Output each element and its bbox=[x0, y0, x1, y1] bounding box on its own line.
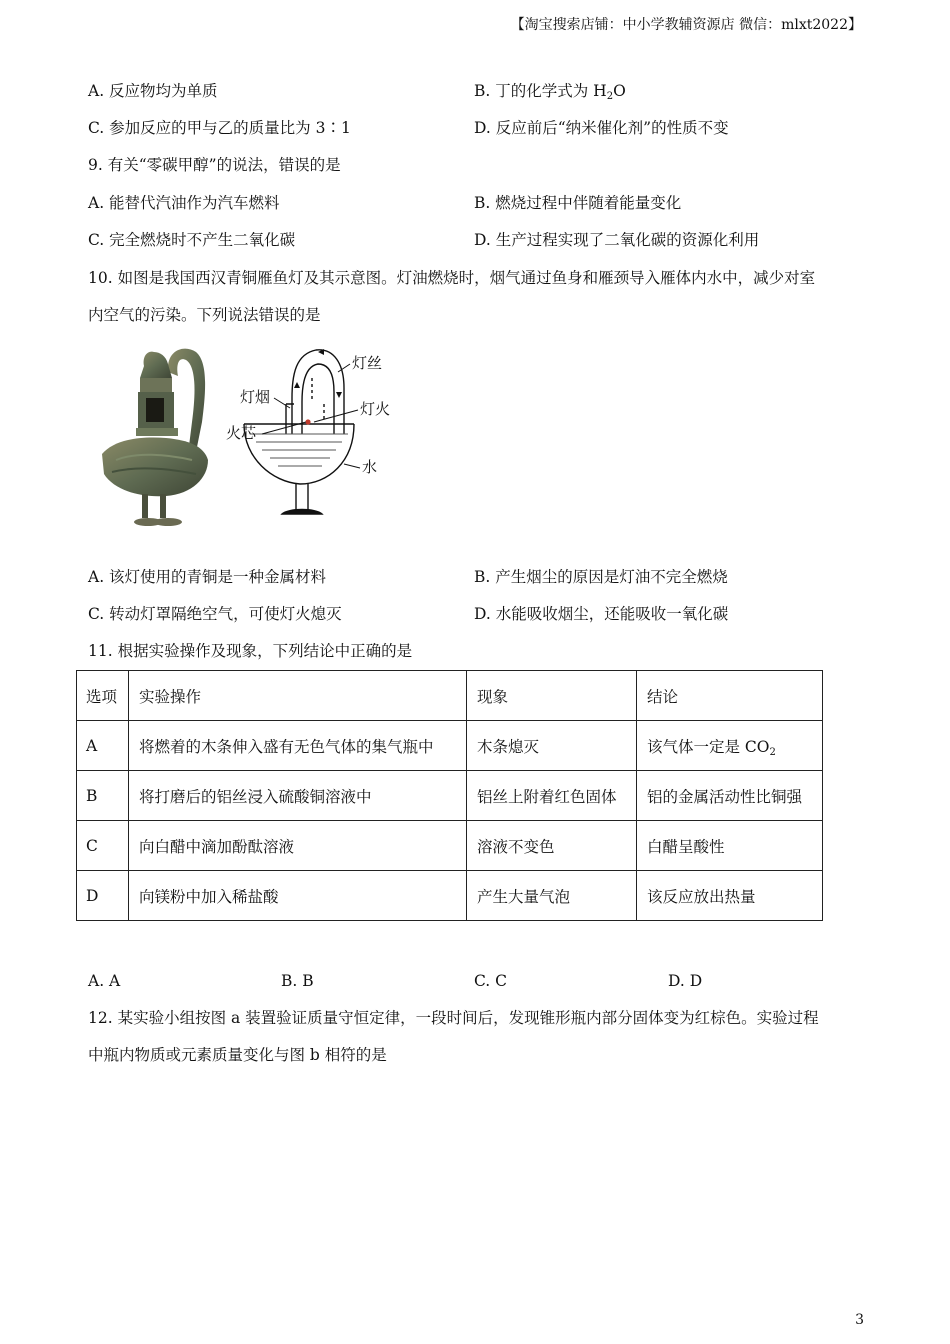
q11-stem: 11. 根据实验操作及现象，下列结论中正确的是 bbox=[88, 642, 413, 660]
q10-option-b: B. 产生烟尘的原因是灯油不完全燃烧 bbox=[474, 568, 728, 586]
table-cell: 溶液不变色 bbox=[467, 821, 637, 871]
table-row bbox=[77, 821, 823, 871]
q8-option-b: B. 丁的化学式为 $H_2O$ bbox=[474, 82, 626, 102]
q11-option-b: B. B bbox=[281, 972, 314, 990]
label-wick-thread: 灯丝 bbox=[352, 354, 383, 372]
q8-option-c: C. 参加反应的甲与乙的质量比为 3∶1 bbox=[88, 119, 351, 137]
table-cell: C bbox=[77, 821, 129, 871]
q9-option-c: C. 完全燃烧时不产生二氧化碳 bbox=[88, 231, 296, 249]
q9-option-a: A. 能替代汽油作为汽车燃料 bbox=[88, 194, 280, 212]
q8-option-a: A. 反应物均为单质 bbox=[88, 82, 218, 100]
label-water: 水 bbox=[362, 458, 378, 476]
q11-option-c: C. C bbox=[474, 972, 508, 990]
page-header: 【淘宝搜索店铺：中小学教辅资源店 微信：mlxt2022】 bbox=[510, 17, 862, 33]
q12-stem-line1: 12. 某实验小组按图 a 装置验证质量守恒定律，一段时间后，发现锥形瓶内部分固体变为红棕色。实验过程 bbox=[88, 1009, 819, 1027]
table-cell: 白醋呈酸性 bbox=[637, 821, 823, 871]
q10-stem-line1: 10. 如图是我国西汉青铜雁鱼灯及其示意图。灯油燃烧时，烟气通过鱼身和雁颈导入雁体内水中，减少对室 bbox=[88, 269, 816, 287]
table-header-cell: 结论 bbox=[637, 671, 823, 721]
q11-table bbox=[76, 670, 823, 921]
q10-stem-line2: 内空气的污染。下列说法错误的是 bbox=[88, 306, 321, 324]
table-cell: 该气体一定是 $CO_2$ bbox=[637, 721, 823, 771]
table-row bbox=[77, 771, 823, 821]
table-cell: B bbox=[77, 771, 129, 821]
table-header-row bbox=[77, 671, 823, 721]
q8-option-d: D. 反应前后“纳米催化剂”的性质不变 bbox=[474, 119, 729, 137]
table-cell: A bbox=[77, 721, 129, 771]
q11-option-a: A. A bbox=[88, 972, 121, 990]
table-cell: 产生大量气泡 bbox=[467, 871, 637, 921]
table-cell: 木条熄灭 bbox=[467, 721, 637, 771]
label-flame: 灯火 bbox=[360, 400, 391, 418]
page-number: 3 bbox=[855, 1312, 864, 1328]
label-smoke: 灯烟 bbox=[240, 388, 271, 406]
q10-option-a: A. 该灯使用的青铜是一种金属材料 bbox=[88, 568, 327, 586]
q9-stem: 9. 有关“零碳甲醇”的说法，错误的是 bbox=[88, 156, 341, 174]
q10-option-c: C. 转动灯罩隔绝空气，可使灯火熄灭 bbox=[88, 605, 342, 623]
q9-option-d: D. 生产过程实现了二氧化碳的资源化利用 bbox=[474, 231, 760, 249]
table-cell: 铝丝上附着红色固体 bbox=[467, 771, 637, 821]
table-header-cell: 实验操作 bbox=[129, 671, 467, 721]
q11-option-d: D. D bbox=[668, 972, 703, 990]
q9-option-b: B. 燃烧过程中伴随着能量变化 bbox=[474, 194, 682, 212]
lamp-schematic-diagram bbox=[222, 338, 392, 524]
table-cell: 向镁粉中加入稀盐酸 bbox=[129, 871, 467, 921]
q12-stem-line2: 中瓶内物质或元素质量变化与图 b 相符的是 bbox=[88, 1046, 387, 1064]
table-cell: 该反应放出热量 bbox=[637, 871, 823, 921]
q10-option-d: D. 水能吸收烟尘，还能吸收一氧化碳 bbox=[474, 605, 729, 623]
table-row bbox=[77, 721, 823, 771]
bronze-goose-fish-lamp-image bbox=[96, 342, 216, 532]
table-cell: 向白醋中滴加酚酞溶液 bbox=[129, 821, 467, 871]
table-cell: 将打磨后的铝丝浸入硫酸铜溶液中 bbox=[129, 771, 467, 821]
label-core: 火芯 bbox=[226, 424, 257, 442]
table-cell: 将燃着的木条伸入盛有无色气体的集气瓶中 bbox=[129, 721, 467, 771]
table-row bbox=[77, 871, 823, 921]
table-header-cell: 选项 bbox=[77, 671, 129, 721]
table-header-cell: 现象 bbox=[467, 671, 637, 721]
table-cell: 铝的金属活动性比铜强 bbox=[637, 771, 823, 821]
table-cell: D bbox=[77, 871, 129, 921]
